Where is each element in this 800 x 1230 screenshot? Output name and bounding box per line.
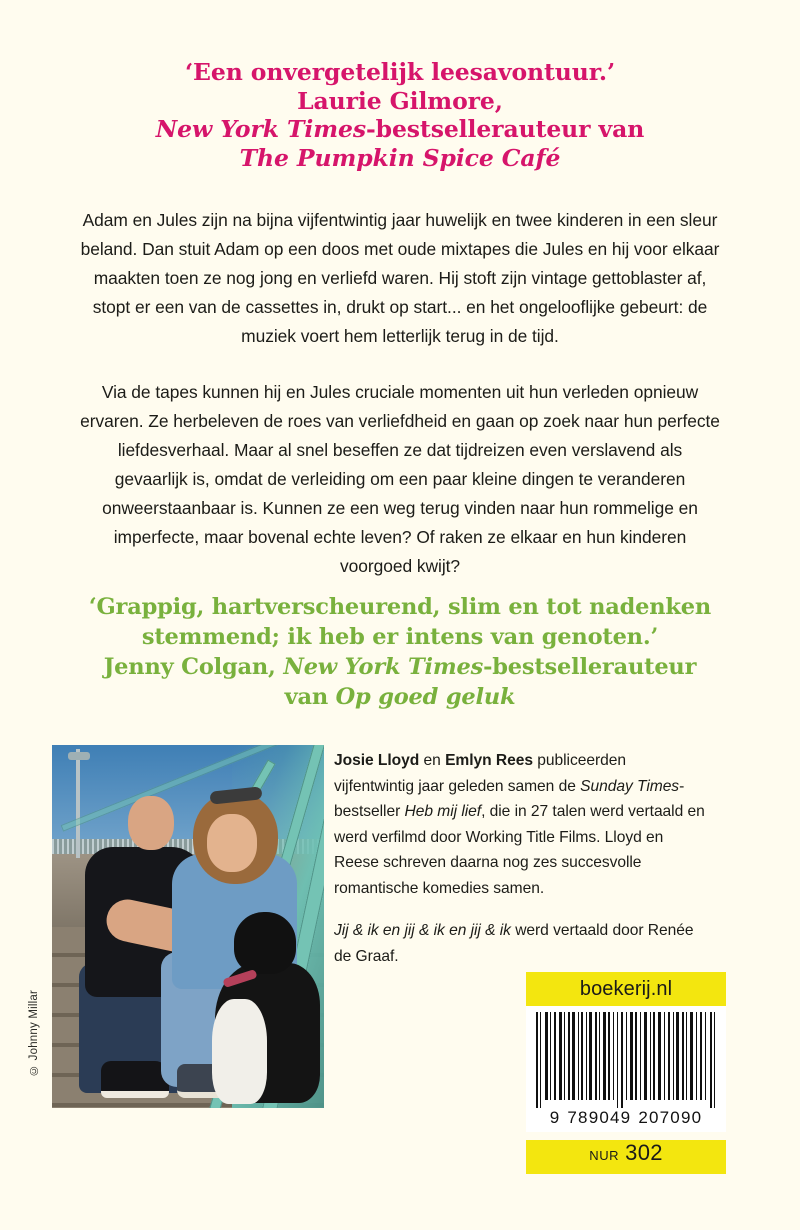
isbn-group-3: 207090: [638, 1108, 703, 1127]
green-quote-line-3-rest: -bestsellerauteur: [483, 654, 697, 680]
photo-woman-face: [207, 814, 257, 872]
bio-text-3: , die in 27 talen werd vertaald en werd verfilmd door Working Title Films. Lloyd en Reese schreven daarna nog zes succesvolle romantische komedies samen.: [334, 803, 705, 897]
nur-number: 302: [625, 1140, 663, 1165]
author-bio-paragraph-2: [334, 918, 706, 969]
pink-quote-line-3: [60, 115, 740, 144]
bio-publication-sunday-times: Sunday Times: [580, 777, 680, 795]
bio-conjunction: en: [419, 752, 446, 769]
publisher-website-band[interactable]: [526, 972, 726, 1006]
green-quote-line-4: [60, 682, 740, 712]
pink-quote-line-1: ‘Een onvergetelijk leesavontuur.’: [184, 58, 616, 86]
green-quote-line-2: stemmend; ik heb er intens van genoten.’: [141, 624, 659, 650]
pink-quote-line-2: Laurie Gilmore,: [297, 86, 503, 115]
nur-code-band: [526, 1140, 726, 1174]
isbn-group-2: 789049: [567, 1108, 632, 1127]
bio-book-heb-mij-lief: Heb mij lief: [404, 803, 482, 821]
green-quote-line-1: ‘Grappig, hartverscheurend, slim en tot nadenken: [88, 594, 712, 620]
author-photo-image: [52, 745, 324, 1108]
author-name-josie-lloyd: Josie Lloyd: [334, 752, 420, 769]
barcode-container: [526, 1006, 726, 1132]
green-quote-line-3: [60, 652, 740, 682]
endorsement-quote-green: [60, 592, 740, 712]
photo-dog-chest: [212, 999, 267, 1104]
pink-quote-line-3-rest: -bestsellerauteur van: [365, 115, 645, 143]
photo-credit: © Johnny Millar: [28, 990, 40, 1076]
photo-man-shoe: [101, 1061, 169, 1098]
green-quote-publication: New York Times: [283, 654, 484, 680]
bio-text-2: -bestseller: [334, 777, 685, 821]
publisher-website-label: boekerij.nl: [579, 977, 673, 1000]
pink-quote-line-4: [60, 144, 740, 173]
blurb-paragraph-1: Adam en Jules zijn na bijna vijfentwintig jaar huwelijk en twee kinderen in een sleur beland. Dan stuit Adam op een doos met oude mixtapes die Jules en hij voor elkaar maakten toen ze nog jong en verliefd waren. Hij stoft zijn vintage gettoblaster af, stopt er een van de cassettes in, drukt op start... en het ongelooflijke gebeurt: de muziek voert hem letterlijk terug in de tijd.: [80, 210, 720, 346]
green-quote-line-4-pre: van: [284, 684, 336, 710]
pink-quote-book-title: The Pumpkin Spice Café: [239, 143, 561, 172]
bio-translator-text: werd vertaald door Renée de Graaf.: [334, 922, 694, 965]
endorsement-quote-pink: [60, 58, 740, 172]
author-bio-paragraph-1: [334, 748, 706, 902]
ean13-barcode-icon: [534, 1012, 718, 1108]
publisher-barcode-block: [526, 972, 726, 1174]
photo-dog-head: [234, 912, 296, 974]
blurb-paragraph-2: Via de tapes kunnen hij en Jules cruciale momenten uit hun verleden opnieuw ervaren. Ze herbeleven de roes van verliefdheid en gaan op zoek naar hun perfecte liefdesverhaal. Maar al snel beseffen ze dat tijdreizen even verslavend als gevaarlijk is, omdat de verleiding om een paar kleine dingen te veranderen onweerstaanbaar is. Kunnen ze een weg terug vinden naar hun rommelige en imperfecte, maar bovenal echte leven? Of raken ze elkaar en hun kinderen voorgoed kwijt?: [80, 382, 720, 576]
bio-text-1: publiceerden vijfentwintig jaar geleden samen de: [334, 752, 626, 795]
green-quote-book-title: Op goed geluk: [335, 684, 516, 710]
photo-man-head: [128, 796, 174, 850]
photo-lamppost: [76, 749, 80, 858]
isbn-digits: [534, 1108, 718, 1130]
bio-book-title-dutch: Jij & ik en jij & ik en jij & ik: [334, 922, 511, 939]
pink-quote-publication: New York Times: [155, 115, 366, 143]
photo-lamp-head: [68, 752, 90, 760]
author-photo: [52, 745, 324, 1108]
author-name-emlyn-rees: Emlyn Rees: [445, 752, 533, 769]
green-quote-author: Jenny Colgan,: [103, 654, 284, 680]
nur-label: NUR: [589, 1148, 620, 1163]
isbn-group-1: 9: [549, 1108, 561, 1127]
